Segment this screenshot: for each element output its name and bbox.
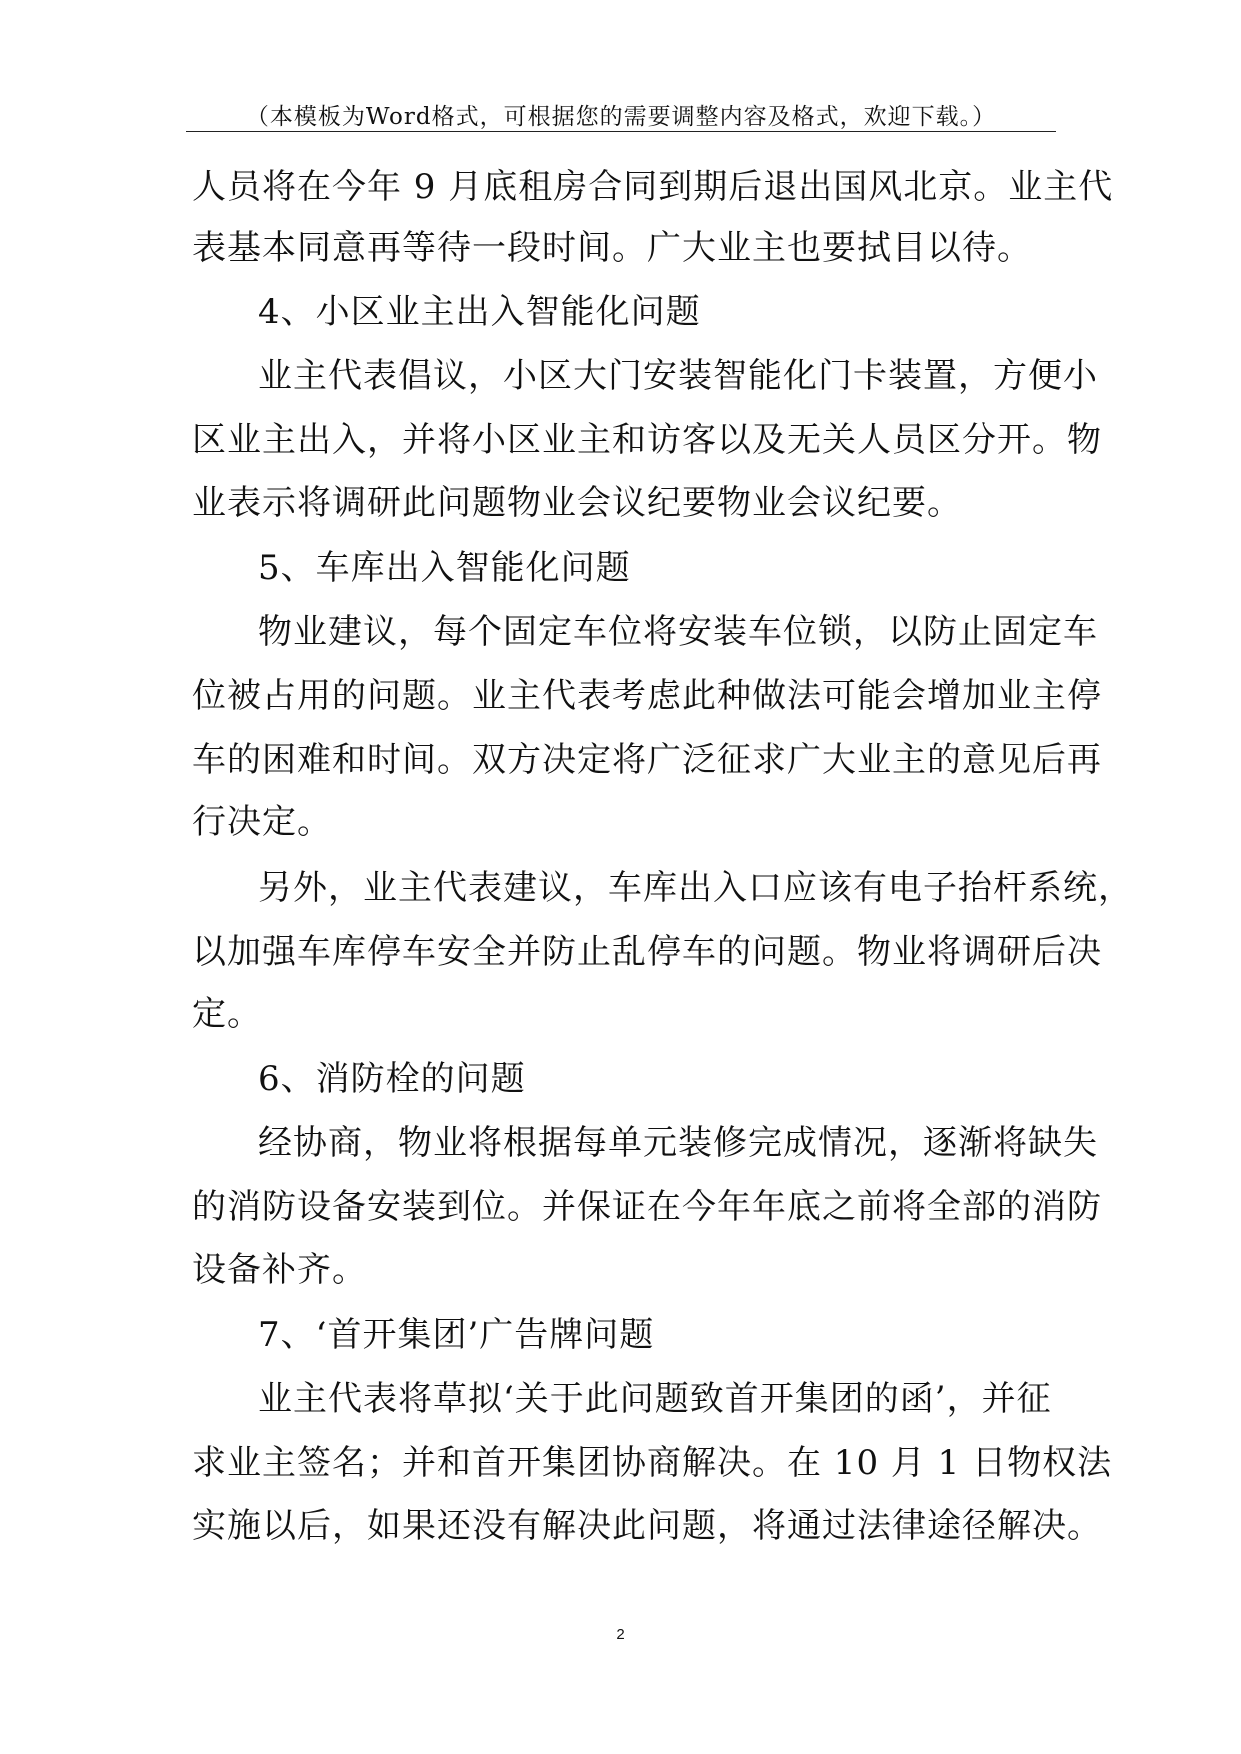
body-line: 车的困难和时间。双方决定将广泛征求广大业主的意见后再 bbox=[192, 740, 1102, 780]
body-line: 设备补齐。 bbox=[192, 1250, 367, 1290]
body-line: 物业建议，每个固定车位将安装车位锁，以防止固定车 bbox=[258, 612, 1098, 652]
body-line: 表基本同意再等待一段时间。广大业主也要拭目以待。 bbox=[192, 228, 1032, 268]
body-line: 区业主出入，并将小区业主和访客以及无关人员区分开。物 bbox=[192, 420, 1102, 460]
body-line: 业表示将调研此问题物业会议纪要物业会议纪要。 bbox=[192, 483, 962, 523]
body-line: 行决定。 bbox=[192, 802, 332, 842]
header-note: （本模板为Word格式，可根据您的需要调整内容及格式，欢迎下载。） bbox=[245, 104, 997, 130]
section-heading: 5、车库出入智能化问题 bbox=[258, 548, 631, 588]
body-line: 求业主签名；并和首开集团协商解决。在 10 月 1 日物权法 bbox=[192, 1443, 1113, 1483]
body-line: 实施以后，如果还没有解决此问题，将通过法律途径解决。 bbox=[192, 1506, 1102, 1546]
body-line: 的消防设备安装到位。并保证在今年年底之前将全部的消防 bbox=[192, 1187, 1102, 1227]
page-number: 2 bbox=[616, 1626, 625, 1643]
body-line: 另外，业主代表建议，车库出入口应该有电子抬杆系统， bbox=[258, 868, 1133, 908]
section-heading: 7、‘首开集团’广告牌问题 bbox=[258, 1315, 655, 1355]
body-line: 业主代表倡议，小区大门安装智能化门卡装置，方便小 bbox=[258, 356, 1098, 396]
body-line: 位被占用的问题。业主代表考虑此种做法可能会增加业主停 bbox=[192, 676, 1102, 716]
header-rule bbox=[186, 131, 1056, 132]
section-heading: 4、小区业主出入智能化问题 bbox=[258, 292, 701, 332]
body-line: 业主代表将草拟‘关于此问题致首开集团的函’，并征 bbox=[258, 1379, 1052, 1419]
body-line: 定。 bbox=[192, 994, 262, 1034]
body-line: 经协商，物业将根据每单元装修完成情况，逐渐将缺失 bbox=[258, 1123, 1098, 1163]
body-line: 人员将在今年 9 月底租房合同到期后退出国风北京。业主代 bbox=[192, 167, 1114, 207]
section-heading: 6、消防栓的问题 bbox=[258, 1059, 526, 1099]
body-line: 以加强车库停车安全并防止乱停车的问题。物业将调研后决 bbox=[192, 932, 1102, 972]
